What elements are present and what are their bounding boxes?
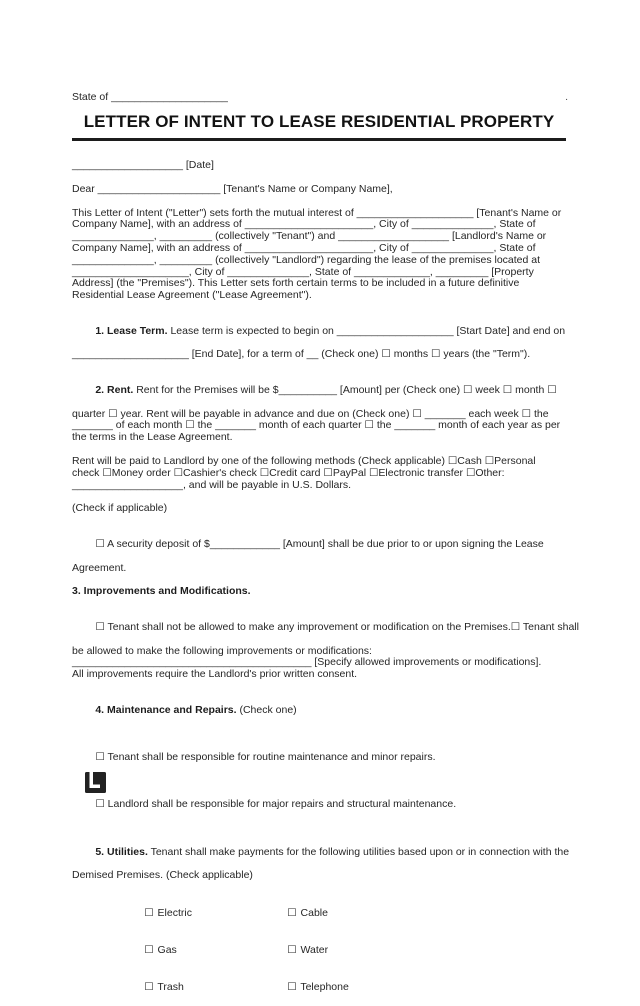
section-2-continued [72,409,577,444]
checkbox-water[interactable]: ☐ [287,943,297,956]
legaltemplates-logo [85,772,106,793]
section-4-heading: 4. Maintenance and Repairs. [95,703,237,716]
state-of-line: State of ____________________ [72,91,228,103]
check-if-applicable-label: (Check if applicable) [72,502,168,515]
utility-item-trash [115,969,258,1006]
utility-item-electric [115,894,258,931]
utility-label-trash: Trash [157,981,184,994]
utilities-column-1 [115,894,258,1006]
page-title: LETTER OF INTENT TO LEASE RESIDENTIAL PROPERTY [72,112,566,141]
section-1-text: Lease term is expected to begin on ____________________ [Start Date] and end on [167,324,566,337]
utility-item-water [258,931,401,968]
checkbox-trash[interactable]: ☐ [144,981,154,994]
state-of-row [72,91,568,103]
section-5-utilities [72,835,577,882]
text-line: Residential Lease Agreement ("Lease Agreement"). [72,289,312,302]
check-if-applicable-block [72,503,577,515]
text-line: This Letter of Intent ("Letter") sets forth the mutual interest of ____________________ [Tenant's Name or [72,206,562,219]
salutation-line: Dear _____________________ [Tenant's Name or Company Name], [72,182,393,195]
section-2-text: Rent for the Premises will be $__________ [Amount] per (Check one) ☐ week ☐ month ☐ [133,383,557,396]
text-line: Company Name], with an address of ______________________, City of ______________, State of [72,218,536,231]
text-line: ____________________ [End Date], for a term of __ (Check one) ☐ months ☐ years (the "Term"). [72,348,531,361]
security-deposit-text-line2: Agreement. [72,561,127,574]
checkbox-gas[interactable]: ☐ [144,943,154,956]
corner-period: . [565,91,568,103]
text-line: ______________, _________ (collectively "Tenant") and ___________________ [Landlord's Name or [72,230,547,243]
utility-item-gas [115,931,258,968]
section-2-heading: 2. Rent. [95,383,134,396]
maintenance-option-tenant-text: Tenant shall be responsible for routine maintenance and minor repairs. [104,751,436,764]
text-line: the terms in the Lease Agreement. [72,431,233,444]
maintenance-option-landlord-text: Landlord shall be responsible for major repairs and structural maintenance. [104,798,457,811]
date-line-block [72,160,577,172]
utility-label-electric: Electric [157,906,192,919]
checkbox-electric[interactable]: ☐ [144,906,154,919]
section-3-improvements-heading-block [72,586,577,598]
utility-label-water: Water [300,943,329,956]
letter-body [72,160,577,1006]
checkbox-security-deposit[interactable]: ☐ [95,537,105,550]
section-5-text: Tenant shall make payments for the following utilities based upon or in connection with the [147,845,570,858]
text-line: ______________, _________ (collectively "Landlord") regarding the lease of the premises located at [72,253,541,266]
security-deposit-clause [72,527,577,574]
section-5-text-line2: Demised Premises. (Check applicable) [72,869,253,882]
text-line: Company Name], with an address of ______________________, City of ______________, State of [72,241,536,254]
section-3-heading: 3. Improvements and Modifications. [72,585,251,598]
date-line: ___________________ [Date] [72,159,214,171]
section-4-text: (Check one) [236,703,297,716]
utility-label-cable: Cable [300,906,328,919]
text-line: be allowed to make the following improvements or modifications: [72,644,372,657]
text-line: Address] (the "Premises"). This Letter sets forth certain terms to be included in a future definitive [72,277,520,290]
text-line: ___________________, and will be payable in U.S. Dollars. [72,478,352,491]
intro-paragraph [72,208,577,302]
checkbox-telephone[interactable]: ☐ [287,981,297,994]
utility-item-cable [258,894,401,931]
legaltemplates-logo-icon [85,772,106,793]
utility-item-telephone [258,969,401,1006]
utilities-checklist [72,894,577,1006]
section-1-heading: 1. Lease Term. [95,324,168,337]
checkbox-cable[interactable]: ☐ [287,906,297,919]
text-line: Rent will be paid to Landlord by one of the following methods (Check applicable) ☐Cash ☐Personal [72,454,536,467]
text-line: _________________________________________ [Specify allowed improvements or modifications]. [72,656,542,669]
section-2-rent [72,373,577,444]
section-1-lease-term [72,314,577,361]
maintenance-option-landlord [72,788,577,823]
text-line: _______ of each month ☐ the _______ month of each quarter ☐ the _______ month of each year as per [72,419,561,432]
rent-payment-methods-paragraph [72,456,577,491]
salutation-block [72,184,577,196]
text-line: ____________________, City of ______________, State of _____________, _________ [Property [72,265,534,278]
section-1-continued [72,349,577,361]
utility-label-telephone: Telephone [300,981,349,994]
utility-label-gas: Gas [157,943,177,956]
section-4-maintenance-heading-block [72,693,577,728]
checkbox-landlord-maintenance[interactable]: ☐ [95,798,105,811]
checkbox-tenant-maintenance[interactable]: ☐ [95,751,105,764]
text-line: check ☐Money order ☐Cashier's check ☐Credit card ☐PayPal ☐Electronic transfer ☐Other: [72,466,505,479]
security-deposit-text: A security deposit of $____________ [Amount] shall be due prior to or upon signing the Lease [104,537,544,550]
utilities-column-2 [258,894,401,1006]
improvements-continued [72,646,577,681]
checkbox-no-improvements[interactable]: ☐ [95,620,105,633]
text-line: quarter ☐ year. Rent will be payable in advance and due on (Check one) ☐ _______ each week ☐ the [72,407,549,420]
improvements-option-text: Tenant shall not be allowed to make any improvement or modification on the Premises.☐ Tenant shall [104,620,579,633]
improvements-options-paragraph [72,610,577,681]
section-5-heading: 5. Utilities. [95,845,148,858]
text-line: All improvements require the Landlord's prior written consent. [72,668,358,681]
maintenance-option-tenant [72,740,577,775]
